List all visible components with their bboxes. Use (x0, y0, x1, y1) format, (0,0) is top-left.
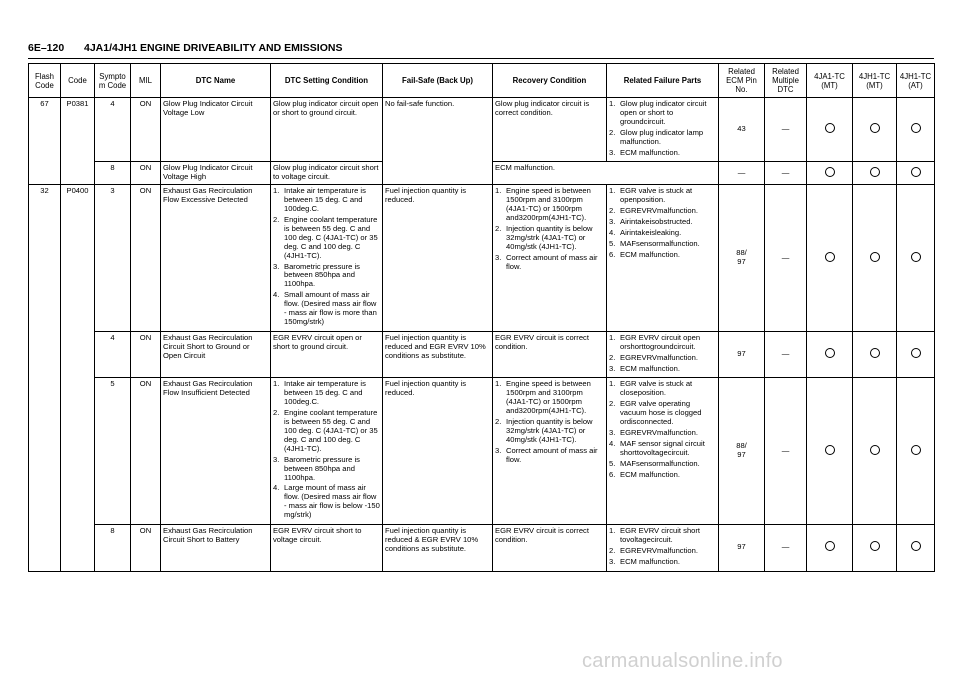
circle-mark-icon (825, 123, 835, 133)
mark-4ja1-tc-mt (807, 162, 853, 185)
list-item (609, 471, 716, 480)
flash-code-cell: 32 (29, 185, 61, 571)
symptom-cell: 4 (95, 98, 131, 162)
list-item (273, 291, 380, 327)
circle-mark-icon (911, 167, 921, 177)
list-item (609, 547, 716, 556)
mark-4ja1-tc-mt (807, 98, 853, 162)
failsafe-cell: Fuel injection quantity is reduced. (383, 185, 493, 332)
list-item (609, 440, 716, 458)
dtc-name-cell: Exhaust Gas Recirculation Flow Insufficient Detected (161, 378, 271, 525)
dtc-name-cell: Exhaust Gas Recirculation Circuit Short to Battery (161, 525, 271, 572)
list-item-text: Barometric pressure is between 850hpa and 1100hpa. (284, 261, 360, 289)
list-item-number: 4. (609, 227, 616, 237)
mil-cell: ON (131, 185, 161, 332)
list-item-number: 3. (273, 454, 280, 464)
list-item-text: Engine coolant temperature is between 55 deg. C and 100 deg. C (4JA1-TC) or 35 deg. C and 100 deg. C (4JH1-TC). (284, 408, 378, 453)
setting-cell (271, 378, 383, 525)
list-item-text: EGR valve is stuck at openposition. (620, 186, 693, 205)
list-item-number: 2. (609, 206, 616, 216)
list-item-text: ECM malfunction. (620, 363, 680, 373)
list-item (609, 229, 716, 238)
mark-4jh1-tc-at (897, 98, 935, 162)
recovery-list (495, 380, 604, 464)
list-item-number: 5. (609, 458, 616, 468)
list-item-text: Airintakeisleaking. (620, 227, 682, 237)
circle-mark-icon (870, 252, 880, 262)
list-item (273, 216, 380, 261)
list-item (495, 447, 604, 465)
list-item-text: MAF sensor signal circuit shorttovoltagecircuit. (620, 438, 705, 457)
list-item (273, 187, 380, 214)
circle-mark-icon (825, 252, 835, 262)
list-item (609, 354, 716, 363)
list-item-number: 4. (609, 438, 616, 448)
failure-parts-list (609, 334, 716, 374)
setting-cell: Glow plug indicator circuit short to voltage circuit. (271, 162, 383, 185)
dtc-name-cell: Glow Plug Indicator Circuit Voltage High (161, 162, 271, 185)
ecm-pin-cell: — (719, 162, 765, 185)
mark-4jh1-tc-at (897, 378, 935, 525)
list-item (609, 100, 716, 127)
ecm-pin-cell: 88/ 97 (719, 185, 765, 332)
list-item (495, 380, 604, 416)
circle-mark-icon (825, 445, 835, 455)
code-cell: P0400 (61, 185, 95, 571)
symptom-cell: 4 (95, 331, 131, 378)
list-item-text: Engine coolant temperature is between 55 deg. C and 100 deg. C (4JA1-TC) or 35 deg. C and 100 deg. C (4JH1-TC). (284, 214, 378, 260)
circle-mark-icon (870, 167, 880, 177)
failure-parts-cell (607, 98, 719, 162)
list-item-text: Injection quantity is below 32mg/strk (4JA1-TC) or 40mg/stk (4JH1-TC). (506, 223, 593, 251)
col-mil: MIL (131, 64, 161, 98)
setting-list (273, 380, 380, 520)
circle-mark-icon (911, 123, 921, 133)
list-item-text: Glow plug indicator circuit open or short to groundcircuit. (620, 99, 707, 126)
list-item-number: 6. (609, 249, 616, 259)
list-item-number: 3. (609, 147, 616, 157)
list-item-number: 1. (273, 379, 280, 389)
failure-parts-cell (607, 185, 719, 332)
failure-parts-cell (607, 331, 719, 378)
header-rule (28, 58, 934, 59)
mil-cell: ON (131, 162, 161, 185)
list-item-text: ECM malfunction. (620, 556, 680, 566)
symptom-cell: 3 (95, 185, 131, 332)
list-item-number: 1. (609, 332, 616, 342)
list-item-text: Large mount of mass air flow. (Desired mass air flow - mass air flow is below -150 mg/strk) (284, 483, 380, 520)
list-item (609, 218, 716, 227)
mil-cell: ON (131, 525, 161, 572)
list-item-number: 4. (273, 483, 280, 493)
setting-cell: EGR EVRV circuit open or short to ground circuit. (271, 331, 383, 378)
failsafe-cell: Fuel injection quantity is reduced and EGR EVRV 10% conditions as substitute. (383, 331, 493, 378)
setting-cell: Glow plug indicator circuit open or short to ground circuit. (271, 98, 383, 162)
dtc-name-cell: Glow Plug Indicator Circuit Voltage Low (161, 98, 271, 162)
list-item-text: EGREVRVmalfunction. (620, 206, 698, 216)
table-row (29, 525, 935, 572)
failsafe-cell: Fuel injection quantity is reduced & EGR EVRV 10% conditions as substitute. (383, 525, 493, 572)
multiple-dtc-cell: — (765, 331, 807, 378)
list-item-number: 3. (609, 363, 616, 373)
table-row (29, 331, 935, 378)
list-item-text: Glow plug indicator lamp malfunction. (620, 127, 704, 146)
ecm-pin-cell: 43 (719, 98, 765, 162)
failure-parts-list (609, 187, 716, 259)
list-item-text: Small amount of mass air flow. (Desired mass air flow - mass air flow is more than 150mg/strk) (284, 290, 377, 326)
list-item-text: ECM malfunction. (620, 469, 680, 479)
circle-mark-icon (825, 541, 835, 551)
setting-list (273, 187, 380, 327)
mil-cell: ON (131, 378, 161, 525)
circle-mark-icon (911, 541, 921, 551)
table-row (29, 98, 935, 162)
list-item (609, 149, 716, 158)
mark-4jh1-tc-at (897, 185, 935, 332)
col-code: Code (61, 64, 95, 98)
ecm-pin-cell: 97 (719, 331, 765, 378)
list-item-number: 1. (609, 526, 616, 536)
ecm-pin-cell: 97 (719, 525, 765, 572)
setting-cell (271, 185, 383, 332)
list-item (609, 527, 716, 545)
list-item (495, 418, 604, 445)
mark-4ja1-tc-mt (807, 331, 853, 378)
list-item (609, 460, 716, 469)
list-item (495, 254, 604, 272)
list-item (495, 225, 604, 252)
table-header-row (29, 64, 935, 98)
mark-4ja1-tc-mt (807, 378, 853, 525)
col-multiple-dtc: Related Multiple DTC (765, 64, 807, 98)
watermark: carmanualsonline.info (582, 650, 783, 672)
table-row (29, 185, 935, 332)
list-item-text: EGR EVRV circuit short tovoltagecircuit. (620, 526, 701, 544)
list-item-number: 3. (609, 216, 616, 226)
list-item-text: Injection quantity is below 32mg/strk (4JA1-TC) or 40mg/stk (4JH1-TC). (506, 417, 593, 444)
mark-4jh1-tc-mt (853, 331, 897, 378)
code-cell: P0381 (61, 98, 95, 185)
list-item-text: EGREVRVmalfunction. (620, 545, 698, 555)
failure-text-cell: ECM malfunction. (493, 162, 719, 185)
list-item-number: 2. (495, 223, 502, 233)
list-item (273, 380, 380, 407)
recovery-cell: EGR EVRV circuit is correct condition. (493, 525, 607, 572)
col-setting-condition: DTC Setting Condition (271, 64, 383, 98)
col-4ja1-tc-mt: 4JA1-TC (MT) (807, 64, 853, 98)
dtc-name-cell: Exhaust Gas Recirculation Circuit Short to Ground or Open Circuit (161, 331, 271, 378)
list-item-text: EGR valve operating vacuum hose is clogged ordisconnected. (620, 399, 702, 427)
col-4jh1-tc-at: 4JH1-TC (AT) (897, 64, 935, 98)
col-ecm-pin: Related ECM Pin No. (719, 64, 765, 98)
list-item-number: 1. (609, 99, 616, 108)
list-item (609, 400, 716, 427)
circle-mark-icon (911, 348, 921, 358)
failure-parts-list (609, 380, 716, 479)
mark-4ja1-tc-mt (807, 185, 853, 332)
list-item-text: EGREVRVmalfunction. (620, 352, 698, 362)
mark-4jh1-tc-at (897, 331, 935, 378)
list-item-text: MAFsensormalfunction. (620, 238, 700, 248)
list-item-number: 3. (609, 428, 616, 437)
list-item-number: 2. (495, 417, 502, 427)
list-item-text: Engine speed is between 1500rpm and 3100rpm (4JA1-TC) or 1500rpm and3200rpm(4JH1-TC). (506, 186, 591, 222)
recovery-cell: Glow plug indicator circuit is correct condition. (493, 98, 607, 162)
flash-code-cell: 67 (29, 98, 61, 185)
col-failure-parts: Related Failure Parts (607, 64, 719, 98)
list-item (609, 334, 716, 352)
page-header (28, 42, 934, 57)
list-item-number: 3. (273, 261, 280, 271)
list-item-number: 3. (609, 556, 616, 566)
list-item-number: 5. (609, 238, 616, 248)
list-item (609, 429, 716, 438)
mark-4jh1-tc-mt (853, 162, 897, 185)
circle-mark-icon (825, 348, 835, 358)
circle-mark-icon (870, 445, 880, 455)
list-item (609, 251, 716, 260)
dtc-name-cell: Exhaust Gas Recirculation Flow Excessive Detected (161, 185, 271, 332)
list-item-number: 2. (273, 408, 280, 418)
multiple-dtc-cell: — (765, 185, 807, 332)
list-item-text: ECM malfunction. (620, 147, 680, 157)
col-4jh1-tc-mt: 4JH1-TC (MT) (853, 64, 897, 98)
list-item (273, 456, 380, 483)
mark-4jh1-tc-mt (853, 185, 897, 332)
mil-cell: ON (131, 331, 161, 378)
list-item (609, 558, 716, 567)
list-item-number: 4. (273, 290, 280, 300)
mark-4jh1-tc-at (897, 162, 935, 185)
list-item-text: EGR valve is stuck at closeposition. (620, 379, 693, 398)
list-item-number: 1. (495, 379, 502, 389)
list-item (609, 380, 716, 398)
mark-4ja1-tc-mt (807, 525, 853, 572)
page-number: 6E–120 (28, 42, 65, 54)
failure-parts-list (609, 100, 716, 157)
col-fail-safe: Fail-Safe (Back Up) (383, 64, 493, 98)
mil-cell: ON (131, 98, 161, 162)
symptom-cell: 8 (95, 525, 131, 572)
list-item-number: 2. (609, 399, 616, 409)
circle-mark-icon (870, 541, 880, 551)
list-item-number: 3. (495, 445, 502, 455)
list-item-text: MAFsensormalfunction. (620, 458, 700, 468)
list-item-number: 1. (609, 186, 616, 196)
list-item (273, 409, 380, 454)
failure-parts-list (609, 527, 716, 567)
circle-mark-icon (870, 348, 880, 358)
list-item-number: 6. (609, 469, 616, 479)
circle-mark-icon (870, 123, 880, 133)
list-item-number: 1. (609, 379, 616, 389)
list-item (609, 365, 716, 374)
list-item-number: 2. (609, 352, 616, 362)
col-symptom-code: Symptom Code (95, 64, 131, 98)
list-item (273, 484, 380, 520)
recovery-cell (493, 378, 607, 525)
multiple-dtc-cell: — (765, 378, 807, 525)
col-flash-code: Flash Code (29, 64, 61, 98)
multiple-dtc-cell: — (765, 525, 807, 572)
failsafe-cell: No fail-safe function. (383, 98, 493, 185)
recovery-cell (493, 185, 607, 332)
list-item-text: Engine speed is between 1500rpm and 3100rpm (4JA1-TC) or 1500rpm and3200rpm(4JH1-TC). (506, 379, 591, 416)
col-recovery-condition: Recovery Condition (493, 64, 607, 98)
page-title: 4JA1/4JH1 ENGINE DRIVEABILITY AND EMISSIONS (84, 42, 343, 54)
list-item-number: 2. (273, 214, 280, 224)
list-item (495, 187, 604, 223)
setting-cell: EGR EVRV circuit short to voltage circuit. (271, 525, 383, 572)
list-item-text: EGREVRVmalfunction. (620, 428, 698, 437)
list-item-number: 1. (495, 186, 502, 196)
list-item (609, 207, 716, 216)
mark-4jh1-tc-mt (853, 98, 897, 162)
list-item (609, 129, 716, 147)
list-item-text: Correct amount of mass air flow. (506, 445, 598, 464)
list-item-number: 2. (609, 545, 616, 555)
recovery-list (495, 187, 604, 271)
list-item-text: EGR EVRV circuit open orshorttogroundcircuit. (620, 332, 701, 351)
ecm-pin-cell: 88/ 97 (719, 378, 765, 525)
list-item-text: ECM malfunction. (620, 249, 680, 259)
symptom-cell: 5 (95, 378, 131, 525)
circle-mark-icon (825, 167, 835, 177)
failure-parts-cell (607, 525, 719, 572)
list-item-number: 2. (609, 127, 616, 137)
list-item-text: Intake air temperature is between 15 deg. C and 100deg.C. (284, 186, 366, 214)
symptom-cell: 8 (95, 162, 131, 185)
table-row (29, 378, 935, 525)
dtc-table (28, 63, 935, 572)
list-item-number: 1. (273, 186, 280, 196)
list-item-text: Barometric pressure is between 850hpa and 1100hpa. (284, 454, 360, 482)
col-dtc-name: DTC Name (161, 64, 271, 98)
failure-parts-cell (607, 378, 719, 525)
list-item-number: 3. (495, 252, 502, 262)
multiple-dtc-cell: — (765, 162, 807, 185)
list-item-text: Intake air temperature is between 15 deg. C and 100deg.C. (284, 379, 366, 407)
mark-4jh1-tc-mt (853, 525, 897, 572)
circle-mark-icon (911, 252, 921, 262)
list-item-text: Airintakeisobstructed. (620, 216, 693, 226)
multiple-dtc-cell: — (765, 98, 807, 162)
mark-4jh1-tc-at (897, 525, 935, 572)
recovery-cell: EGR EVRV circuit is correct condition. (493, 331, 607, 378)
mark-4jh1-tc-mt (853, 378, 897, 525)
list-item (609, 240, 716, 249)
list-item-text: Correct amount of mass air flow. (506, 252, 598, 271)
list-item (273, 263, 380, 290)
list-item (609, 187, 716, 205)
failsafe-cell: Fuel injection quantity is reduced. (383, 378, 493, 525)
circle-mark-icon (911, 445, 921, 455)
